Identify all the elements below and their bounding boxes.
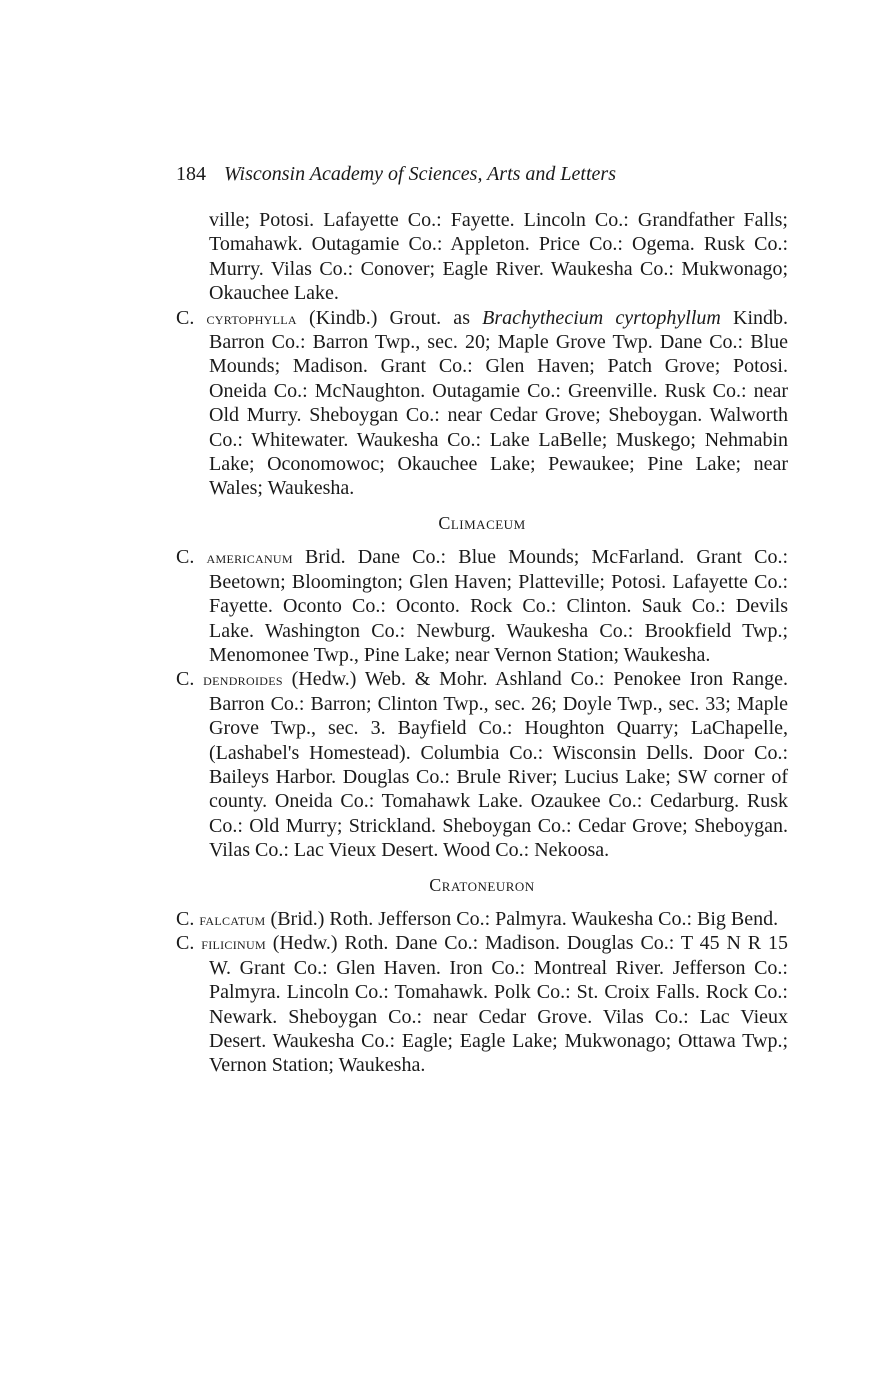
species-name: filicinum: [201, 933, 266, 954]
body-text: [176, 208, 788, 1078]
species-localities: Kindb. Barron Co.: Barron Twp., sec. 20; Maple Grove Twp. Dane Co.: Blue Mounds; Madison. Grant Co.: Glen Haven; Patch Grove; Potosi. Oneida Co.: McNaughton. Outagamie Co.: Greenville. Rusk Co.: near Old Murry. Sheboygan Co.: near Cedar Grove; Sheboygan. Walworth Co.: Whitewater. Waukesha Co.: Lake LaBelle; Muskego; Nehmabin Lake; Oconomowoc; Okauchee Lake; Pewaukee; Pine Lake; near Wales; Waukesha.: [209, 306, 789, 500]
species-entry-dendroides: [176, 667, 788, 862]
running-header: [176, 160, 736, 188]
species-name: falcatum: [199, 908, 266, 929]
genus-heading-climaceum: Climaceum: [438, 512, 526, 533]
synonym-name: Brachythecium cyrtophyllum: [482, 306, 721, 329]
species-localities: (Brid.) Roth. Jefferson Co.: Palmyra. Waukesha Co.: Big Bend.: [265, 907, 779, 930]
species-entry-falcatum: [176, 907, 788, 931]
entry-prefix: C.: [176, 306, 195, 329]
species-entry-cyrtophylla: [176, 306, 788, 501]
species-entry-americanum: [176, 545, 788, 667]
species-localities: Brid. Dane Co.: Blue Mounds; McFarland. Grant Co.: Beetown; Bloomington; Glen Haven; Platteville; Potosi. Lafayette Co.: Fayette. Oconto Co.: Oconto. Rock Co.: Clinton. Sauk Co.: Devils Lake. Washington Co.: Newburg. Waukesha Co.: Brookfield Twp.; Menomonee Twp., Pine Lake; near Vernon Station; Waukesha.: [209, 546, 789, 666]
species-localities: (Hedw.) Roth. Dane Co.: Madison. Douglas Co.: T 45 N R 15 W. Grant Co.: Glen Haven. Iron Co.: Montreal River. Jefferson Co.: Palmyra. Lincoln Co.: Tomahawk. Polk Co.: St. Croix Falls. Rock Co.: Newark. Sheboygan Co.: near Cedar Grove. Vilas Co.: Lac Vieux Desert. Waukesha Co.: Eagle; Eagle Lake; Mukwonago; Ottawa Twp.; Vernon Station; Waukesha.: [209, 932, 789, 1077]
entry-prefix: C.: [176, 907, 195, 930]
page-number: 184: [176, 163, 206, 185]
entry-prefix: C.: [176, 546, 195, 569]
species-localities: (Hedw.) Web. & Mohr. Ashland Co.: Penokee Iron Range. Barron Co.: Barron; Clinton Twp., sec. 26; Doyle Twp., sec. 33; Maple Grove Twp., sec. 3. Bayfield Co.: Houghton Quarry; LaChapelle, (Lashabel's Homestead). Columbia Co.: Wisconsin Dells. Door Co.: Baileys Harbor. Douglas Co.: Brule River; Lucius Lake; SW corner of county. Oneida Co.: Tomahawk Lake. Ozaukee Co.: Cedarburg. Rusk Co.: Old Murry; Strickland. Sheboygan Co.: Cedar Grove; Sheboygan. Vilas Co.: Lac Vieux Desert. Wood Co.: Nekoosa.: [209, 668, 789, 862]
genus-heading-cratoneuron: Cratoneuron: [429, 874, 535, 895]
continuation-paragraph: ville; Potosi. Lafayette Co.: Fayette. Lincoln Co.: Grandfather Falls; Tomahawk. Outagamie Co.: Appleton. Price Co.: Ogema. Rusk Co.: Murry. Vilas Co.: Conover; Eagle River. Waukesha Co.: Mukwonago; Okauchee Lake.: [209, 209, 788, 305]
species-name: americanum: [206, 547, 293, 568]
entry-prefix: C.: [176, 668, 195, 691]
species-name: dendroides: [203, 669, 283, 690]
species-name: cyrtophylla: [206, 307, 297, 328]
entry-prefix: C.: [176, 932, 195, 955]
species-authority: (Kindb.) Grout. as: [309, 306, 483, 329]
species-entry-filicinum: [176, 931, 788, 1077]
running-title: Wisconsin Academy of Sciences, Arts and Letters: [224, 163, 616, 185]
